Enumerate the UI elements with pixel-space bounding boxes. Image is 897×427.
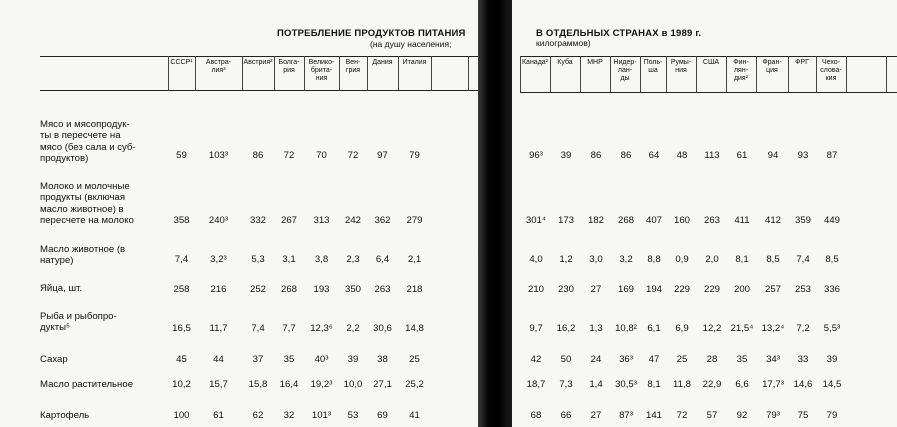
table-cell: 8,8 [647, 254, 661, 265]
table-cell: 229 [703, 284, 720, 295]
column-header: ФРГ [795, 59, 809, 66]
row-label: Молоко и молочные продукты (включая масло животное) в пересчете на молоко [40, 181, 134, 227]
table-cell: 79³ [766, 410, 780, 421]
table-cell: 34³ [766, 354, 780, 365]
table-cell: 15,8 [248, 379, 268, 390]
table-cell: 66 [560, 410, 572, 421]
table-cell: 4,0 [529, 254, 543, 265]
table-cell: 101³ [311, 410, 332, 421]
table-cell: 92 [736, 410, 748, 421]
row-label: Масло животное (в натуре) [40, 244, 126, 267]
table-cell: 14,6 [793, 379, 813, 390]
row-label: Картофель [40, 410, 90, 421]
table-cell: 48 [676, 150, 688, 161]
column-header: Чехо- слова- кия [820, 59, 842, 82]
table-cell: 141 [645, 410, 662, 421]
table-cell: 69 [377, 410, 388, 421]
table-cell: 79 [826, 410, 838, 421]
table-cell: 8,1 [647, 379, 661, 390]
table-cell: 6,6 [735, 379, 749, 390]
table-cell: 336 [823, 284, 840, 295]
table-cell: 17,7³ [762, 379, 784, 390]
table-cell: 61 [736, 150, 748, 161]
table-cell: 18,7 [526, 379, 546, 390]
left-page-subtitle: (на душу населения; [370, 39, 452, 49]
table-cell: 268 [617, 215, 634, 226]
table-cell: 15,7 [209, 379, 228, 390]
table-cell: 86 [590, 150, 602, 161]
table-cell: 96³ [529, 150, 543, 161]
column-header: Австрия² [243, 59, 273, 66]
table-cell: 86 [252, 150, 264, 161]
table-cell: 14,8 [405, 323, 424, 334]
table-cell: 39 [347, 354, 359, 365]
right-header-top-rule [520, 56, 897, 57]
table-cell: 87 [826, 150, 838, 161]
table-cell: 449 [823, 215, 840, 226]
table-cell: 412 [764, 215, 781, 226]
table-cell: 2,3 [346, 254, 360, 265]
table-cell: 24 [590, 354, 602, 365]
table-cell: 45 [176, 354, 187, 365]
table-cell: 252 [249, 284, 266, 295]
column-header: МНР [587, 59, 603, 66]
table-cell: 12,3⁶ [310, 323, 333, 334]
table-cell: 113 [704, 150, 720, 161]
table-cell: 258 [173, 284, 190, 295]
table-cell: 200 [733, 284, 750, 295]
table-cell: 359 [794, 215, 811, 226]
table-cell: 35 [283, 354, 295, 365]
table-cell: 5,5³ [823, 323, 841, 334]
left-page-title: ПОТРЕБЛЕНИЕ ПРОДУКТОВ ПИТАНИЯ [277, 28, 466, 39]
table-cell: 9,7 [529, 323, 543, 334]
table-cell: 1,2 [559, 254, 573, 265]
table-cell: 160 [673, 215, 690, 226]
table-cell: 5,3 [251, 254, 265, 265]
table-cell: 37 [252, 354, 264, 365]
column-header: Румы- ния [670, 59, 692, 74]
table-cell: 6,1 [647, 323, 661, 334]
table-cell: 1,3 [589, 323, 603, 334]
row-label: Мясо и мясопродук- ты в пересчете на мясо (без сала и суб- продуктов) [40, 119, 136, 165]
table-cell: 10,0 [343, 379, 363, 390]
table-cell: 169 [617, 284, 634, 295]
table-cell: 47 [648, 354, 660, 365]
table-cell: 268 [280, 284, 297, 295]
table-cell: 41 [409, 410, 420, 421]
table-cell: 6,4 [375, 254, 390, 265]
table-cell: 253 [794, 284, 811, 295]
table-cell: 210 [527, 284, 544, 295]
table-cell: 3,0 [589, 254, 603, 265]
table-cell: 44 [213, 354, 224, 365]
table-cell: 42 [530, 354, 542, 365]
column-header: Австра- лия³ [205, 59, 232, 74]
table-cell: 27,1 [373, 379, 392, 390]
table-cell: 7,4 [251, 323, 265, 334]
table-cell: 3,2³ [210, 254, 227, 265]
table-cell: 12,2 [702, 323, 722, 334]
table-cell: 59 [176, 150, 187, 161]
table-cell: 10,2 [172, 379, 191, 390]
table-cell: 19,2³ [310, 379, 333, 390]
table-cell: 216 [210, 284, 227, 295]
table-cell: 358 [173, 215, 190, 226]
table-cell: 8,5 [825, 254, 839, 265]
table-cell: 16,5 [172, 323, 191, 334]
row-label: Сахар [40, 354, 68, 365]
table-cell: 3,2 [619, 254, 633, 265]
header-top-rule [40, 56, 478, 57]
row-label: Рыба и рыбопро- дукты⁵ [40, 311, 117, 334]
header-column-divider [846, 56, 847, 92]
table-cell: 16,4 [279, 379, 299, 390]
table-cell: 7,7 [282, 323, 296, 334]
table-cell: 57 [706, 410, 718, 421]
table-cell: 35 [736, 354, 748, 365]
column-header: Дания [372, 59, 393, 66]
table-cell: 86 [620, 150, 632, 161]
column-header: Италия [402, 59, 427, 66]
table-cell: 62 [252, 410, 264, 421]
table-cell: 39 [560, 150, 572, 161]
table-cell: 3,1 [282, 254, 296, 265]
table-cell: 36³ [619, 354, 633, 365]
table-cell: 194 [645, 284, 662, 295]
table-cell: 39 [826, 354, 838, 365]
table-cell: 2,0 [705, 254, 719, 265]
column-header: Куба [557, 59, 573, 66]
table-cell: 2,2 [346, 323, 360, 334]
table-cell: 40³ [314, 354, 329, 365]
table-cell: 173 [557, 215, 574, 226]
table-cell: 11,8 [673, 379, 691, 390]
header-column-divider [468, 56, 469, 90]
table-cell: 79 [409, 150, 420, 161]
table-cell: 362 [374, 215, 391, 226]
table-cell: 8,5 [766, 254, 780, 265]
table-cell: 182 [587, 215, 604, 226]
table-cell: 229 [673, 284, 690, 295]
table-cell: 2,1 [407, 254, 422, 265]
table-cell: 263 [703, 215, 720, 226]
column-header: Велико- брита- ния [308, 59, 335, 82]
table-cell: 8,1 [735, 254, 749, 265]
table-cell: 97 [377, 150, 388, 161]
table-cell: 30,5³ [615, 379, 637, 390]
column-header: Фран- ция [762, 59, 782, 74]
right-header-bottom-rule [520, 92, 897, 93]
table-cell: 25 [409, 354, 420, 365]
table-cell: 68 [530, 410, 542, 421]
right-page-title: В ОТДЕЛЬНЫХ СТРАНАХ в 1989 г. [536, 28, 702, 39]
table-cell: 28 [706, 354, 718, 365]
table-cell: 7,4 [796, 254, 810, 265]
table-cell: 218 [406, 284, 423, 295]
table-cell: 230 [557, 284, 574, 295]
column-header: Вен- грия [345, 59, 361, 74]
table-cell: 3,8 [314, 254, 329, 265]
table-cell: 100 [173, 410, 190, 421]
table-cell: 87³ [619, 410, 633, 421]
table-cell: 38 [377, 354, 388, 365]
table-cell: 7,3 [559, 379, 573, 390]
column-header: Поль- ша [643, 59, 663, 74]
table-cell: 11,7 [209, 323, 228, 334]
header-column-divider [431, 56, 432, 90]
table-cell: 64 [648, 150, 660, 161]
row-label: Яйца, шт. [40, 283, 83, 294]
table-cell: 25,2 [405, 379, 424, 390]
table-cell: 350 [344, 284, 361, 295]
table-cell: 50 [560, 354, 572, 365]
column-header: Фин- лян- дия² [733, 59, 749, 82]
column-header: Канада² [521, 59, 549, 66]
table-cell: 7,2 [796, 323, 810, 334]
table-cell: 6,9 [675, 323, 689, 334]
table-cell: 313 [313, 215, 330, 226]
table-cell: 0,9 [675, 254, 689, 265]
table-cell: 1,4 [589, 379, 603, 390]
table-cell: 21,5⁴ [730, 323, 754, 334]
row-label: Масло растительное [40, 379, 134, 390]
table-cell: 72 [283, 150, 295, 161]
table-cell: 13,2⁴ [761, 323, 785, 334]
table-cell: 14,5 [822, 379, 842, 390]
table-cell: 33 [797, 354, 809, 365]
table-cell: 301⁴ [525, 215, 547, 226]
table-cell: 94 [767, 150, 779, 161]
table-cell: 407 [645, 215, 662, 226]
table-cell: 27 [590, 284, 602, 295]
table-cell: 279 [406, 215, 423, 226]
table-cell: 72 [347, 150, 359, 161]
table-cell: 32 [283, 410, 295, 421]
table-cell: 267 [280, 215, 297, 226]
header-bottom-rule [40, 90, 478, 91]
table-cell: 61 [213, 410, 224, 421]
column-header: СССР¹ [170, 59, 193, 66]
table-cell: 103³ [208, 150, 229, 161]
table-cell: 53 [347, 410, 359, 421]
table-cell: 257 [764, 284, 781, 295]
right-page [512, 0, 897, 427]
table-cell: 263 [374, 284, 391, 295]
table-cell: 240³ [208, 215, 229, 226]
table-cell: 72 [676, 410, 688, 421]
table-cell: 93 [797, 150, 809, 161]
book-gutter [478, 0, 512, 427]
table-cell: 16,2 [556, 323, 576, 334]
table-cell: 10,8² [615, 323, 637, 334]
table-cell: 22,9 [702, 379, 722, 390]
header-column-divider [886, 56, 887, 92]
column-header: Нидер- лан- ды [613, 59, 637, 82]
table-cell: 27 [590, 410, 602, 421]
column-header: Болга- рия [278, 59, 300, 74]
right-page-subtitle: килограммов) [536, 38, 591, 48]
table-cell: 411 [734, 215, 750, 226]
table-cell: 332 [249, 215, 266, 226]
table-cell: 30,6 [373, 323, 392, 334]
column-header: США [702, 59, 720, 66]
table-cell: 70 [316, 150, 327, 161]
table-cell: 7,4 [174, 254, 189, 265]
table-cell: 25 [676, 354, 688, 365]
table-cell: 242 [344, 215, 361, 226]
table-cell: 193 [313, 284, 330, 295]
table-cell: 75 [797, 410, 809, 421]
